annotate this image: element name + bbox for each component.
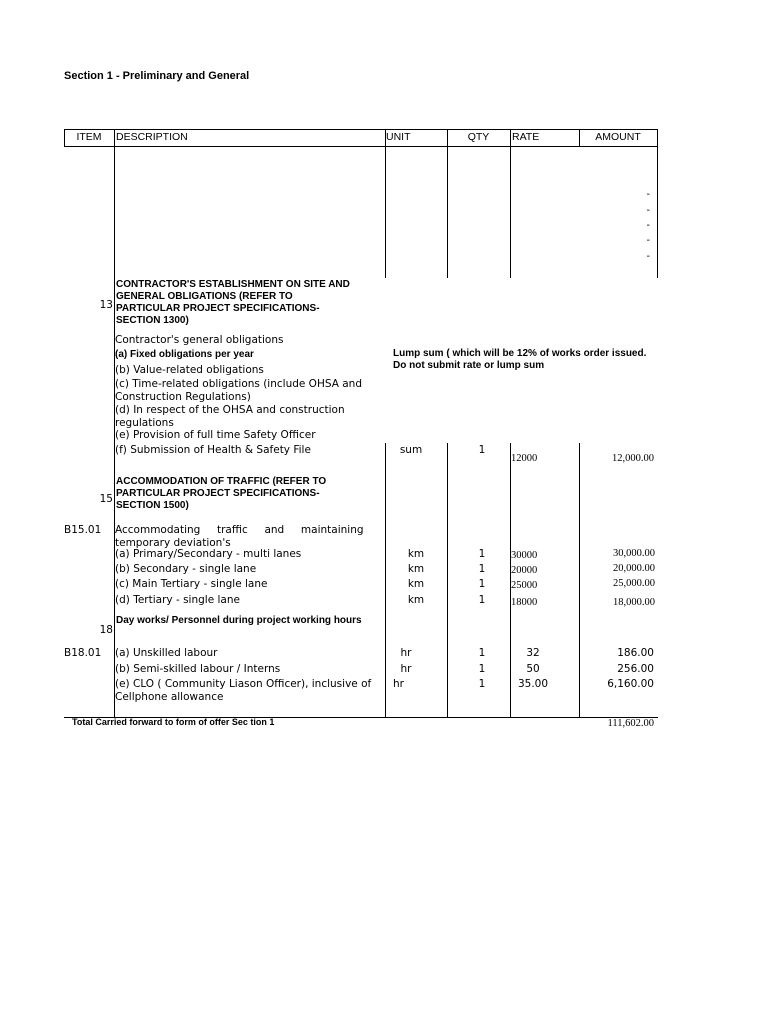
header-rate: RATE — [512, 131, 540, 143]
sub-item-b18-01: B18.01 — [64, 647, 102, 659]
row-qty: 1 — [478, 594, 486, 606]
amount-dash: - — [646, 188, 650, 200]
header-amount: AMOUNT — [595, 131, 641, 143]
row-amount: 30,000.00 — [613, 548, 655, 559]
item-number-15: 15 — [99, 493, 113, 505]
row-rate: 50 — [526, 663, 540, 675]
row-rate: 35.00 — [517, 678, 549, 690]
section-18-heading: Day works/ Personnel during project working hours — [116, 615, 362, 626]
row-amount: 186.00 — [617, 647, 654, 659]
row-desc: (b) Semi-skilled labour / Interns — [115, 663, 281, 675]
row-unit: km — [407, 548, 425, 560]
general-obligations-label: Contractor's general obligations — [115, 334, 284, 346]
row-rate: 20000 — [511, 565, 538, 576]
row-desc: (b) Secondary - single lane — [115, 563, 257, 575]
amount-dash: - — [646, 234, 650, 246]
health-safety-file: (f) Submission of Health & Safety File — [115, 444, 311, 456]
row-desc: (d) Tertiary - single lane — [115, 594, 240, 606]
row-desc: (a) Unskilled labour — [115, 647, 218, 659]
row-qty: 1 — [478, 578, 486, 590]
row-unit: km — [407, 594, 425, 606]
row-qty: 1 — [478, 647, 486, 659]
total-label: Total Carried forward to form of offer Sec tion 1 — [72, 717, 275, 727]
row-amount: 256.00 — [617, 663, 654, 675]
qty-value: 1 — [478, 444, 486, 456]
item-number-13: 13 — [99, 299, 113, 311]
time-related-obligations: (c) Time-related obligations (include OHSA and Construction Regulations) — [115, 378, 362, 403]
item-number-18: 18 — [99, 624, 113, 636]
section-title: Section 1 - Preliminary and General — [64, 70, 250, 82]
header-qty: QTY — [467, 131, 490, 143]
row-rate: 18000 — [511, 597, 538, 608]
row-rate: 25000 — [511, 580, 538, 591]
row-unit: km — [407, 578, 425, 590]
rate-value: 12000 — [511, 453, 538, 464]
fixed-obligations: (a) Fixed obligations per year — [115, 349, 254, 360]
row-rate: 32 — [526, 647, 540, 659]
safety-officer: (e) Provision of full time Safety Officer — [115, 429, 316, 441]
row-amount: 18,000.00 — [613, 597, 655, 608]
row-qty: 1 — [478, 548, 486, 560]
header-description: DESCRIPTION — [116, 131, 188, 143]
header-item: ITEM — [76, 131, 102, 143]
row-amount: 20,000.00 — [613, 563, 655, 574]
ohsa-regulations: (d) In respect of the OHSA and construction regulations — [115, 404, 345, 429]
row-rate: 30000 — [511, 550, 538, 561]
accommodating-traffic: Accommodating traffic and maintaining temporary deviation's — [115, 524, 364, 549]
amount-dash: - — [646, 250, 650, 262]
total-amount: 111,602.00 — [607, 718, 654, 729]
row-amount: 6,160.00 — [607, 678, 654, 690]
row-unit: km — [407, 563, 425, 575]
section-15-heading: ACCOMMODATION OF TRAFFIC (REFER TO PARTICULAR PROJECT SPECIFICATIONS- SECTION 1500) — [116, 476, 327, 511]
row-desc: (a) Primary/Secondary - multi lanes — [115, 548, 302, 560]
row-desc: (c) Main Tertiary - single lane — [115, 578, 268, 590]
row-unit: hr — [400, 663, 412, 675]
row-qty: 1 — [478, 678, 486, 690]
row-unit: hr — [393, 678, 404, 690]
sub-item-b15-01: B15.01 — [64, 524, 102, 536]
unit-sum: sum — [399, 444, 423, 456]
row-desc: (e) CLO ( Community Liason Officer), inclusive of Cellphone allowance — [115, 678, 372, 703]
section-13-heading: CONTRACTOR'S ESTABLISHMENT ON SITE AND GENERAL OBLIGATIONS (REFER TO PARTICULAR PROJECT SPECIFICATIONS- SECTION 1300) — [116, 279, 350, 326]
row-qty: 1 — [478, 563, 486, 575]
amount-value: 12,000.00 — [612, 453, 654, 464]
value-related-obligations: (b) Value-related obligations — [115, 364, 264, 376]
row-qty: 1 — [478, 663, 486, 675]
header-unit: UNIT — [386, 131, 411, 143]
amount-dash: - — [646, 204, 650, 216]
lump-sum-note: Lump sum ( which will be 12% of works order issued. Do not submit rate or lump sum — [393, 348, 647, 371]
row-unit: hr — [400, 647, 412, 659]
row-amount: 25,000.00 — [613, 578, 655, 589]
amount-dash: - — [646, 219, 650, 231]
